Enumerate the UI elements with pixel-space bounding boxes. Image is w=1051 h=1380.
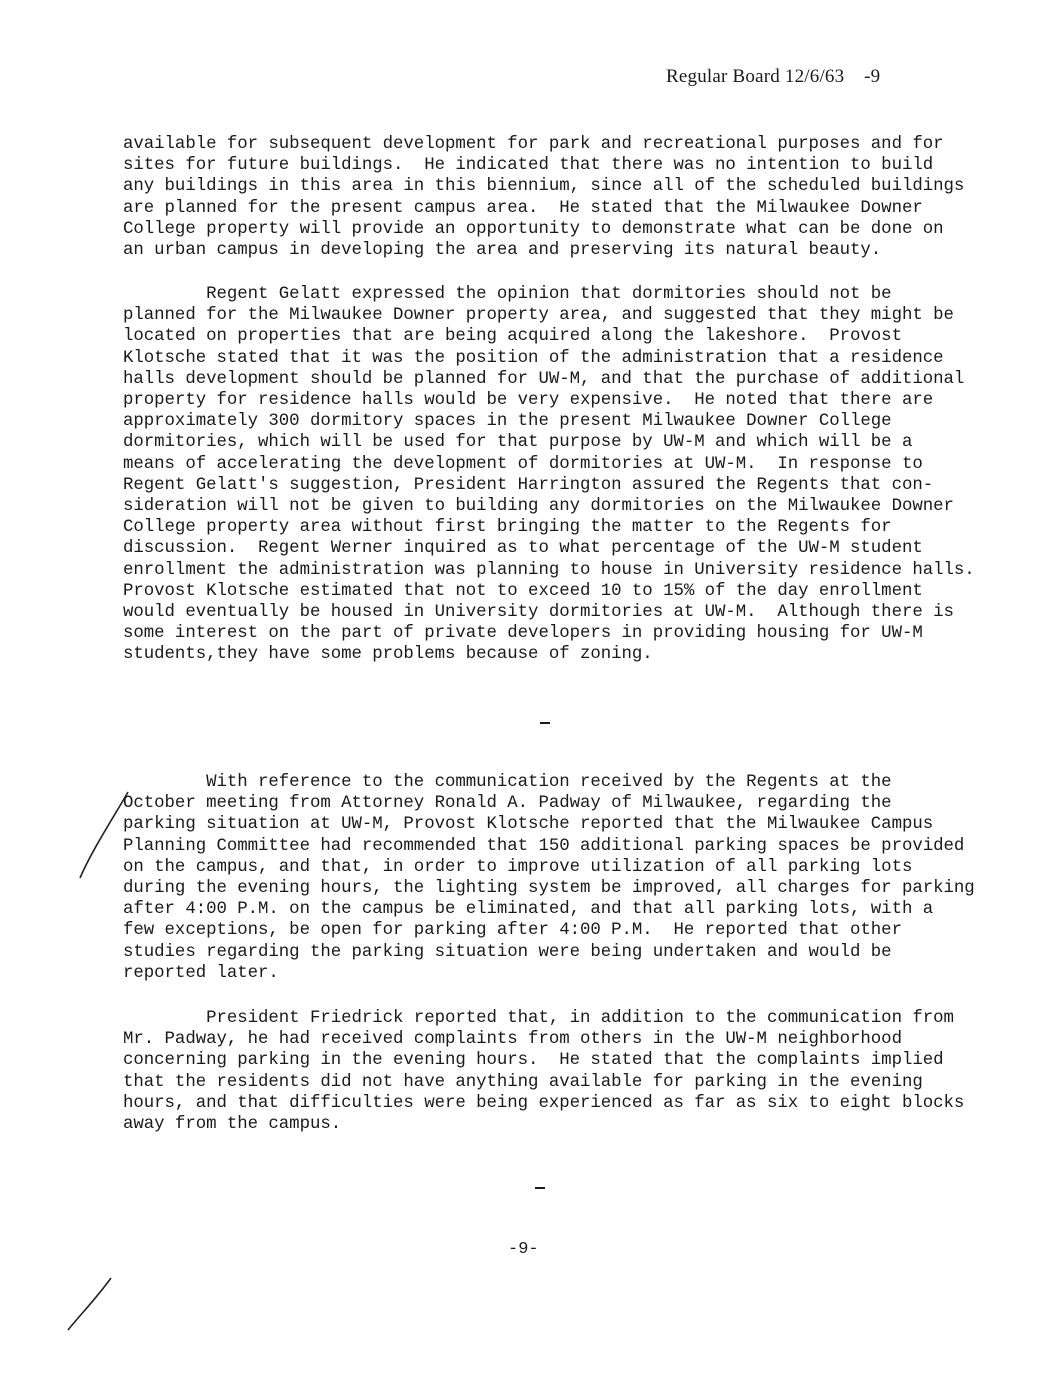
text-line: sites for future buildings. He indicated that there was no intention to build: [123, 156, 934, 176]
text-line: hours, and that difficulties were being experienced as far as six to eight blocks: [123, 1093, 965, 1113]
text-line: any buildings in this area in this biennium, since all of the scheduled buildings: [123, 177, 965, 197]
text-line: an urban campus in developing the area and preserving its natural beauty.: [123, 241, 882, 261]
text-line: property for residence halls would be very expensive. He noted that there are: [123, 391, 934, 411]
text-line: after 4:00 P.M. on the campus be eliminated, and that all parking lots, with a: [123, 900, 934, 920]
text-line: approximately 300 dormitory spaces in the present Milwaukee Downer College: [123, 412, 892, 432]
text-line: during the evening hours, the lighting system be improved, all charges for parking: [123, 879, 975, 899]
text-line: halls development should be planned for UW-M, and that the purchase of additional: [123, 369, 965, 389]
text-line: reported later.: [123, 963, 279, 983]
text-line: on the campus, and that, in order to improve utilization of all parking lots: [123, 857, 913, 877]
text-line: President Friedrick reported that, in addition to the communication from: [123, 1009, 954, 1028]
text-line: discussion. Regent Werner inquired as to what percentage of the UW-M student: [123, 539, 923, 559]
text-line: that the residents did not have anything available for parking in the evening: [123, 1072, 923, 1092]
text-line: available for subsequent development for park and recreational purposes and for: [123, 135, 944, 154]
text-line: October meeting from Attorney Ronald A. Padway of Milwaukee, regarding the: [123, 794, 892, 814]
page-footer-number: -9-: [508, 1240, 539, 1259]
header-title: Regular Board 12/6/63: [666, 66, 845, 87]
text-line: College property will provide an opportunity to demonstrate what can be done on: [123, 219, 944, 239]
margin-check-mark: [80, 792, 128, 878]
text-line: enrollment the administration was planning to house in University residence halls.: [123, 560, 975, 580]
text-line: Regent Gelatt expressed the opinion that dormitories should not be: [123, 285, 892, 304]
text-line: College property area without first bringing the matter to the Regents for: [123, 518, 892, 538]
text-line: away from the campus.: [123, 1115, 342, 1135]
text-line: Planning Committee had recommended that 150 additional parking spaces be provided: [123, 836, 965, 856]
text-line: few exceptions, be open for parking after 4:00 P.M. He reported that other: [123, 921, 902, 941]
text-line: would eventually be housed in University dormitories at UW-M. Although there is: [123, 603, 954, 623]
text-line: Mr. Padway, he had received complaints from others in the UW-M neighborhood: [123, 1030, 902, 1050]
header-page-ref: -9: [864, 66, 881, 87]
text-line: concerning parking in the evening hours. He stated that the complaints implied: [123, 1051, 944, 1071]
text-line: some interest on the part of private developers in providing housing for UW-M: [123, 624, 923, 644]
text-line: Regent Gelatt's suggestion, President Harrington assured the Regents that con-: [123, 475, 934, 495]
margin-check-mark: [68, 1278, 111, 1330]
text-line: planned for the Milwaukee Downer property area, and suggested that they might be: [123, 306, 954, 326]
text-line: students,they have some problems because of zoning.: [123, 645, 653, 665]
text-line: Provost Klotsche estimated that not to exceed 10 to 15% of the day enrollment: [123, 581, 923, 601]
text-line: Klotsche stated that it was the position of the administration that a residence: [123, 348, 944, 368]
text-line: parking situation at UW-M, Provost Klotsche reported that the Milwaukee Campus: [123, 815, 934, 835]
text-line: means of accelerating the development of dormitories at UW-M. In response to: [123, 454, 923, 474]
text-line: With reference to the communication received by the Regents at the: [123, 773, 892, 792]
text-line: dormitories, which will be used for that purpose by UW-M and which will be a: [123, 433, 913, 453]
text-line: sideration will not be given to building any dormitories on the Milwaukee Downer: [123, 497, 954, 517]
text-line: are planned for the present campus area. He stated that the Milwaukee Downer: [123, 198, 923, 218]
text-line: studies regarding the parking situation were being undertaken and would be: [123, 942, 892, 962]
text-line: located on properties that are being acquired along the lakeshore. Provost: [123, 327, 902, 347]
